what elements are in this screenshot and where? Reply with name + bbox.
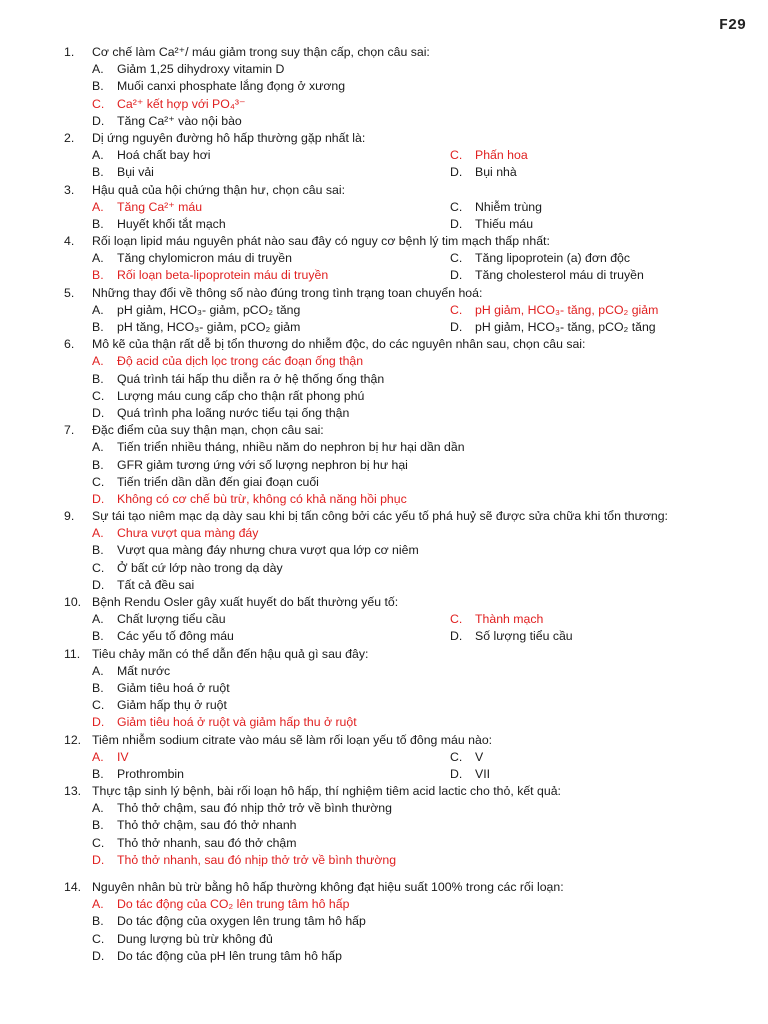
question-12 [64,732,754,784]
answer-option-b[interactable] [92,766,450,783]
answer-option-a[interactable] [92,749,450,766]
option-text: Không có cơ chế bù trừ, không có khả năng hồi phục [117,491,407,506]
answer-option-c[interactable] [92,835,754,852]
question-number: 4. [64,234,75,249]
answer-option-d[interactable] [92,577,754,594]
answer-option-b[interactable] [92,542,754,559]
answer-options [64,800,754,869]
answer-option-d[interactable] [450,319,750,336]
option-text: Rối loạn beta-lipoprotein máu di truyền [117,268,329,283]
question-3 [64,182,754,234]
option-text: Giảm 1,25 dihydroxy vitamin D [117,62,285,77]
answer-option-c[interactable] [450,199,750,216]
option-text: Prothrombin [117,766,184,781]
question-stem [64,594,754,611]
answer-option-b[interactable] [92,319,450,336]
answer-option-c[interactable] [92,474,754,491]
question-1 [64,44,754,130]
question-number: 13. [64,784,82,799]
question-text: Thực tập sinh lý bệnh, bài rối loạn hô hấp, thí nghiệm tiêm acid lactic cho thỏ, kết quả: [92,784,561,799]
option-letter: B. [92,268,104,283]
question-stem [64,732,754,749]
option-text: Giảm tiêu hoá ở ruột và giảm hấp thu ở ruột [117,715,357,730]
question-number: 12. [64,732,82,747]
question-text: Tiêu chảy mãn có thể dẫn đến hậu quả gì sau đây: [92,646,369,661]
question-4 [64,233,754,285]
question-number: 3. [64,182,75,197]
answer-options [64,611,754,645]
option-text: Tăng Ca²⁺ máu [117,199,203,214]
answer-option-c[interactable] [92,560,754,577]
question-number: 14. [64,880,82,894]
question-text: Mô kẽ của thận rất dễ bị tổn thương do nhiễm độc, do các nguyên nhân sau, chọn câu sai: [92,337,586,352]
option-text: Do tác động của pH lên trung tâm hô hấp [117,948,342,963]
answer-option-c[interactable] [92,388,754,405]
option-letter: A. [92,526,104,541]
answer-options [64,749,754,783]
option-letter: B. [92,543,104,558]
option-letter: D. [450,216,463,231]
answer-option-c[interactable] [92,931,754,948]
answer-option-a[interactable] [92,896,754,913]
option-text: Mất nước [117,663,171,678]
option-letter: B. [92,320,104,334]
question-text: Nguyên nhân bù trừ bằng hô hấp thường không đạt hiệu suất 100% trong các rối loạn: [92,880,564,894]
answer-options [64,250,754,284]
question-10 [64,594,754,646]
option-text: Tăng lipoprotein (a) đơn độc [475,251,631,266]
option-letter: D. [92,405,105,420]
answer-option-a[interactable] [92,302,450,319]
option-letter: A. [92,897,104,912]
option-letter: B. [92,818,104,833]
answer-options [64,439,754,508]
option-text: Quá trình pha loãng nước tiểu tại ống thận [117,405,350,420]
option-letter: B. [92,914,104,929]
option-text: Do tác động của oxygen lên trung tâm hô hấp [117,914,366,929]
answer-options [64,525,754,594]
question-stem [64,130,754,147]
question-14 [64,879,754,965]
answer-option-d[interactable] [450,164,750,181]
answer-options [64,302,754,336]
answer-option-d[interactable] [450,628,750,645]
question-11 [64,646,754,732]
page-code: F29 [718,17,746,34]
answer-option-b[interactable] [92,680,754,697]
option-text: Số lượng tiểu cầu [475,629,573,644]
question-stem [64,285,754,302]
answer-options [64,199,754,233]
answer-option-d[interactable] [92,491,754,508]
option-text: Hoá chất bay hơi [117,148,211,163]
option-text: Giảm hấp thụ ở ruột [117,698,227,713]
answer-option-a[interactable] [92,353,754,370]
option-text: Lượng máu cung cấp cho thận rất phong phú [117,388,365,403]
option-letter: B. [92,79,104,94]
question-number: 1. [64,45,75,59]
question-stem [64,646,754,663]
option-text: Bụi nhà [475,165,517,180]
option-text: Quá trình tái hấp thu diễn ra ở hệ thống ống thận [117,371,385,386]
option-letter: A. [92,749,104,764]
option-letter: B. [92,629,104,644]
option-text: pH giảm, HCO₃- giảm, pCO₂ tăng [117,302,301,317]
answer-option-d[interactable] [92,405,754,422]
option-letter: D. [92,852,105,867]
option-text: pH tăng, HCO₃- giảm, pCO₂ giảm [117,320,301,334]
answer-option-b[interactable] [92,628,450,645]
option-letter: C. [92,698,105,713]
question-text: Dị ứng nguyên đường hô hấp thường gặp nhất là: [92,130,366,145]
option-letter: C. [92,388,105,403]
option-letter: C. [92,835,105,850]
option-text: Thành mạch [475,612,544,627]
answer-options [64,61,754,130]
question-number: 7. [64,423,75,438]
answer-option-c[interactable] [92,697,754,714]
answer-option-c[interactable] [450,250,750,267]
option-text: pH giảm, HCO₃- tăng, pCO₂ tăng [475,320,656,334]
question-stem [64,783,754,800]
question-number: 10. [64,595,82,609]
option-text: Ca²⁺ kết hợp với PO₄³⁻ [117,96,246,111]
question-text: Sự tái tạo niêm mạc dạ dày sau khi bị tấn công bởi các yếu tố phá huỷ sẽ được sửa chữa khi tổn thương: [92,509,668,524]
option-text: Độ acid của dịch lọc trong các đoạn ống thận [117,354,364,369]
option-letter: C. [450,612,463,627]
answer-options [64,147,754,181]
option-text: Tất cả đều sai [117,577,195,592]
answer-option-d[interactable] [92,948,754,965]
answer-option-b[interactable] [92,78,754,95]
question-stem [64,182,754,199]
option-text: Thỏ thở chậm, sau đó nhịp thở trở về bình thường [117,801,392,816]
question-text: Những thay đổi về thông số nào đúng trong tình trạng toan chuyển hoá: [92,285,483,300]
question-13 [64,783,754,869]
option-letter: A. [92,62,104,77]
question-stem [64,233,754,250]
question-stem [64,422,754,439]
option-text: IV [117,749,129,764]
question-text: Bệnh Rendu Osler gây xuất huyết do bất thường yếu tố: [92,595,399,609]
answer-option-c[interactable] [450,749,750,766]
question-6 [64,336,754,422]
question-text: Đặc điểm của suy thận mạn, chọn câu sai: [92,423,324,438]
option-letter: A. [92,251,104,266]
answer-option-d[interactable] [92,852,754,869]
answer-options [64,353,754,422]
option-text: Thiếu máu [475,216,534,231]
option-text: Thỏ thở chậm, sau đó thở nhanh [117,818,297,833]
option-text: Ở bất cứ lớp nào trong dạ dày [117,560,283,575]
question-stem [64,44,754,61]
option-letter: D. [92,577,105,592]
option-letter: C. [450,199,463,214]
question-text: Rối loạn lipid máu nguyên phát nào sau đây có nguy cơ bệnh lý tim mạch thấp nhất: [92,234,550,249]
option-text: Tăng cholesterol máu di truyền [475,268,644,283]
answer-option-d[interactable] [92,113,754,130]
question-number: 2. [64,130,75,145]
question-number: 11. [64,646,81,661]
answer-option-b[interactable] [92,457,754,474]
answer-option-b[interactable] [92,371,754,388]
option-letter: D. [450,165,463,180]
option-text: Giảm tiêu hoá ở ruột [117,680,230,695]
answer-option-b[interactable] [92,164,450,181]
answer-option-b[interactable] [92,817,754,834]
option-letter: D. [450,320,463,334]
option-letter: A. [92,440,104,455]
option-text: Thỏ thở nhanh, sau đó thở chậm [117,835,297,850]
option-text: Chất lượng tiểu cầu [117,612,226,627]
option-text: VII [475,766,491,781]
option-letter: C. [450,302,463,317]
option-letter: A. [92,302,104,317]
option-text: Muối canxi phosphate lắng đọng ở xương [117,79,346,94]
option-text: Nhiễm trùng [475,199,542,214]
answer-option-c[interactable] [450,611,750,628]
question-stem [64,879,754,896]
question-text: Cơ chế làm Ca²⁺/ máu giảm trong suy thận cấp, chọn câu sai: [92,45,430,59]
question-stem [64,336,754,353]
answer-option-b[interactable] [92,267,450,284]
option-letter: A. [92,801,104,816]
option-text: GFR giảm tương ứng với số lượng nephron bị hư hại [117,457,408,472]
option-letter: B. [92,165,104,180]
answer-option-b[interactable] [92,913,754,930]
option-text: pH giảm, HCO₃- tăng, pCO₂ giảm [475,302,659,317]
question-text: Hậu quả của hội chứng thận hư, chọn câu sai: [92,182,346,197]
option-letter: C. [92,474,105,489]
answer-option-a[interactable] [92,800,754,817]
answer-option-d[interactable] [450,267,750,284]
answer-option-a[interactable] [92,147,450,164]
question-number: 9. [64,509,75,524]
option-letter: A. [92,148,104,163]
question-number: 5. [64,285,75,300]
option-letter: A. [92,199,104,214]
option-letter: D. [450,268,463,283]
option-text: Tăng chylomicron máu di truyền [117,251,292,266]
option-letter: D. [92,113,105,128]
question-7 [64,422,754,508]
option-letter: C. [450,749,463,764]
option-letter: D. [450,766,463,781]
option-text: Huyết khối tắt mạch [117,216,226,231]
question-list [64,44,754,965]
option-letter: A. [92,354,104,369]
question-5 [64,285,754,337]
question-text: Tiêm nhiễm sodium citrate vào máu sẽ làm rối loạn yếu tố đông máu nào: [92,732,493,747]
option-text: Tiến triển nhiều tháng, nhiều năm do nephron bị hư hại dần dần [117,440,465,455]
answer-options [64,663,754,732]
answer-option-c[interactable] [450,147,750,164]
question-2 [64,130,754,182]
option-letter: B. [92,371,104,386]
answer-option-a[interactable] [92,439,754,456]
option-text: V [475,749,484,764]
answer-option-b[interactable] [92,216,450,233]
option-text: Bụi vải [117,165,154,180]
question-stem [64,508,754,525]
option-letter: B. [92,457,104,472]
option-text: Tăng Ca²⁺ vào nội bào [117,113,242,128]
option-text: Thỏ thở nhanh, sau đó nhịp thở trở về bình thường [117,852,397,867]
option-letter: B. [92,680,104,695]
answer-option-a[interactable] [92,663,754,680]
answer-option-a[interactable] [92,525,754,542]
answer-option-a[interactable] [92,199,450,216]
option-letter: D. [92,715,105,730]
option-letter: C. [450,251,463,266]
option-letter: B. [92,216,104,231]
option-text: Phấn hoa [475,148,528,163]
option-letter: C. [92,560,105,575]
option-letter: A. [92,612,104,627]
option-letter: D. [450,629,463,644]
answer-option-d[interactable] [450,216,750,233]
answer-option-c[interactable] [92,96,754,113]
answer-options [64,896,754,965]
answer-option-d[interactable] [450,766,750,783]
option-letter: A. [92,663,104,678]
option-text: Chưa vượt qua màng đáy [117,526,259,541]
option-letter: C. [450,148,463,163]
question-number: 6. [64,337,75,352]
answer-option-a[interactable] [92,611,450,628]
option-letter: D. [92,491,105,506]
option-text: Tiến triển dần dần đến giai đoạn cuối [117,474,319,489]
answer-option-a[interactable] [92,250,450,267]
option-text: Do tác động của CO₂ lên trung tâm hô hấp [117,897,350,912]
option-text: Các yếu tố đông máu [117,629,234,644]
option-letter: C. [92,931,105,946]
option-letter: C. [92,96,105,111]
option-text: Dung lượng bù trừ không đủ [117,931,273,946]
option-letter: D. [92,948,105,963]
answer-option-c[interactable] [450,302,750,319]
option-letter: B. [92,766,104,781]
answer-option-a[interactable] [92,61,754,78]
question-9 [64,508,754,594]
answer-option-d[interactable] [92,714,754,731]
option-text: Vượt qua màng đáy nhưng chưa vượt qua lớp cơ niêm [117,543,419,558]
